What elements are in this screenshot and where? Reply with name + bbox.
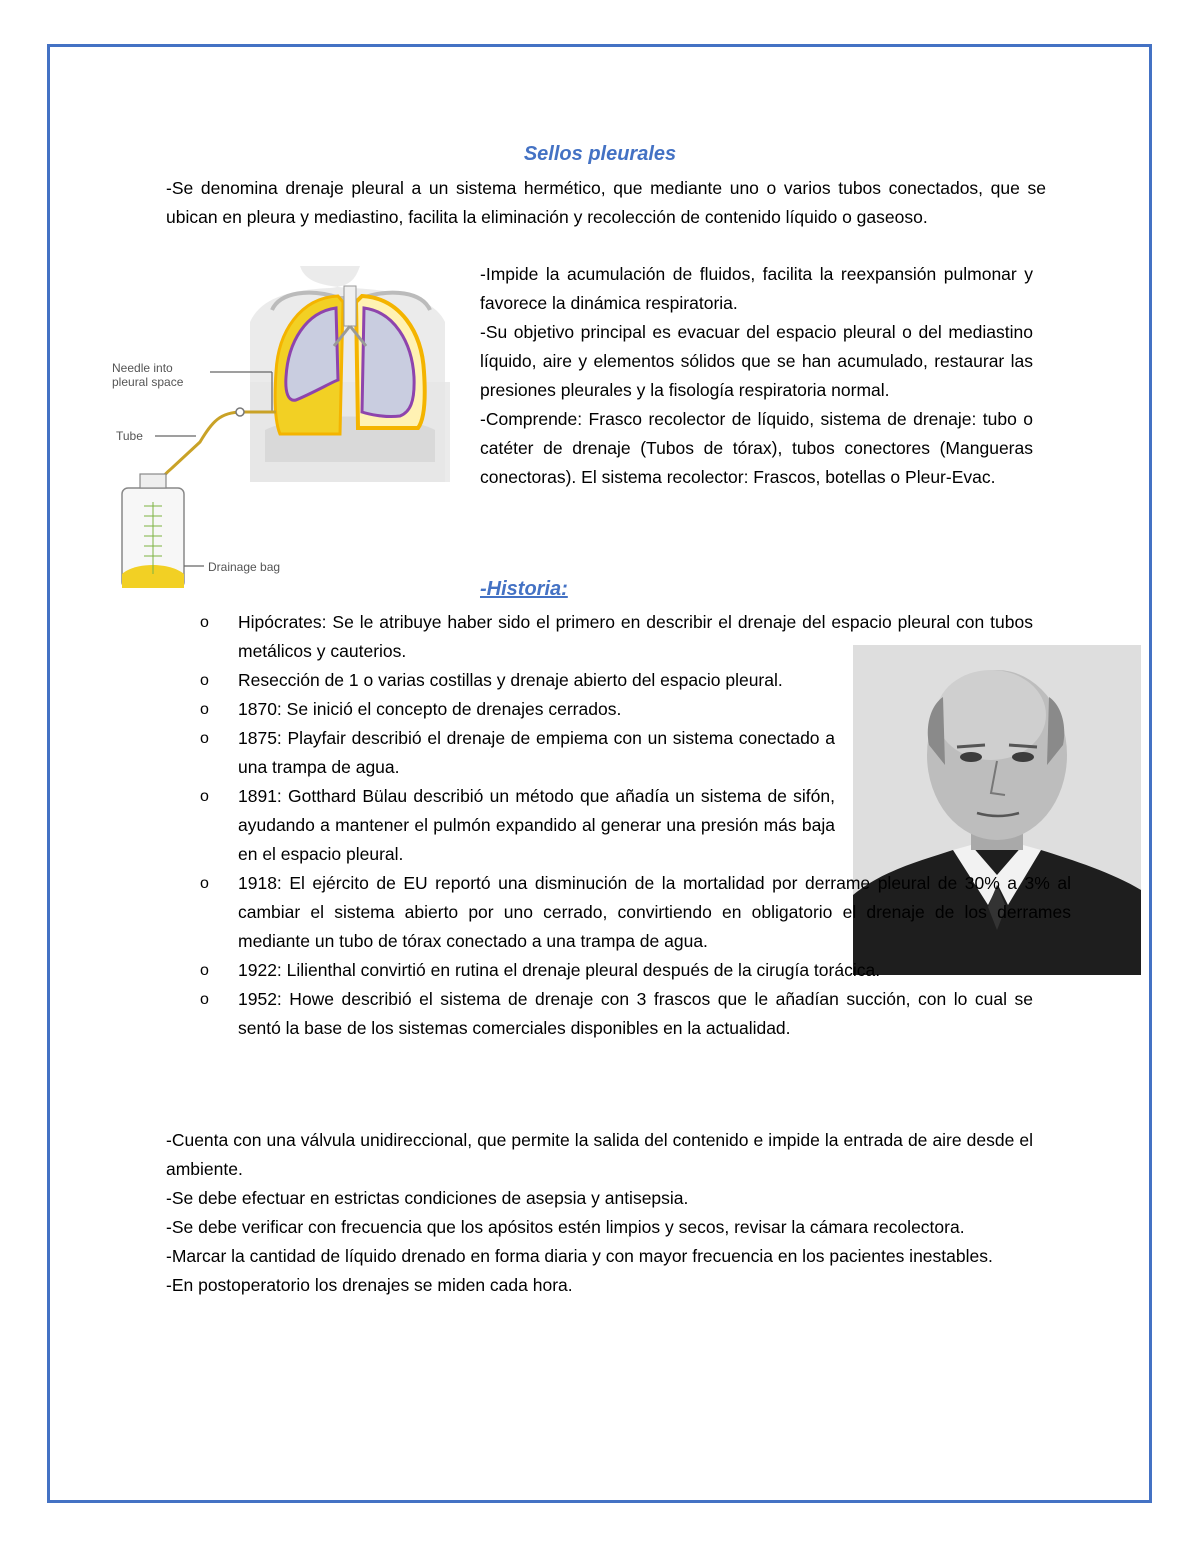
list-item bbox=[200, 666, 835, 695]
list-item-text: 1875: Playfair describió el drenaje de empiema con un sistema conectado a una trampa de agua. bbox=[238, 728, 835, 777]
list-item-text: 1922: Lilienthal convirtió en rutina el drenaje pleural después de la cirugía torácica. bbox=[238, 960, 881, 980]
paragraph: -Se debe efectuar en estrictas condiciones de asepsia y antisepsia. bbox=[166, 1188, 689, 1208]
list-item bbox=[200, 608, 1033, 666]
label-needle-1: Needle into bbox=[112, 361, 173, 375]
historia-list bbox=[200, 608, 1071, 1043]
bullet-icon: o bbox=[200, 788, 209, 805]
bullet-icon: o bbox=[200, 962, 209, 979]
list-item-text: 1870: Se inició el concepto de drenajes cerrados. bbox=[238, 699, 622, 719]
list-item-text: Resección de 1 o varias costillas y drenaje abierto del espacio pleural. bbox=[238, 670, 783, 690]
right-column bbox=[480, 260, 1033, 492]
pleural-drainage-diagram bbox=[100, 262, 460, 588]
list-item-text: 1918: El ejército de EU reportó una disminución de la mortalidad por derrame pleural de 30% a 3% al cambiar el sistema abierto por uno cerrado, convirtiendo en obligatorio el drenaje de los derrames mediante un tubo de tórax conectado a una trampa de agua. bbox=[238, 873, 1071, 951]
bullet-icon: o bbox=[200, 730, 209, 747]
bullet-icon: o bbox=[200, 701, 209, 718]
list-item-text: 1952: Howe describió el sistema de drenaje con 3 frascos que le añadían succión, con lo cual se sentó la base de los sistemas comerciales disponibles en la actualidad. bbox=[238, 989, 1033, 1038]
bullet-icon: o bbox=[200, 875, 209, 892]
paragraph: -Cuenta con una válvula unidireccional, que permite la salida del contenido e impide la entrada de aire desde el ambiente. bbox=[166, 1130, 1033, 1179]
paragraph: -Marcar la cantidad de líquido drenado en forma diaria y con mayor frecuencia en los pacientes inestables. bbox=[166, 1246, 993, 1266]
paragraph: -Su objetivo principal es evacuar del espacio pleural o del mediastino líquido, aire y elementos sólidos que se han acumulado, restaurar las presiones pleurales y la fisología respiratoria normal. bbox=[480, 322, 1033, 400]
bullet-icon: o bbox=[200, 991, 209, 1008]
list-item-text: 1891: Gotthard Bülau describió un método que añadía un sistema de sifón, ayudando a mantener el pulmón expandido al generar una presión más baja en el espacio pleural. bbox=[238, 786, 835, 864]
list-item bbox=[200, 782, 835, 869]
intro-paragraph: -Se denomina drenaje pleural a un sistema hermético, que mediante uno o varios tubos conectados, que se ubican en pleura y mediastino, facilita la eliminación y recolección de contenido líquido o gaseoso. bbox=[166, 178, 1046, 227]
list-item bbox=[200, 724, 835, 782]
paragraph: -Comprende: Frasco recolector de líquido, sistema de drenaje: tubo o catéter de drenaje (Tubos de tórax), tubos conectores (Mangueras conectoras). El sistema recolector: Frascos, botellas o Pleur-Evac. bbox=[480, 409, 1033, 487]
bullet-icon: o bbox=[200, 672, 209, 689]
list-item-text: Hipócrates: Se le atribuye haber sido el primero en describir el drenaje del espacio pleural con tubos metálicos y cauterios. bbox=[238, 612, 1033, 661]
list-item bbox=[200, 956, 1033, 985]
page-title: Sellos pleurales bbox=[523, 143, 677, 165]
list-item bbox=[200, 695, 835, 724]
label-drainage-bag: Drainage bag bbox=[208, 560, 281, 574]
list-item bbox=[200, 985, 1033, 1043]
paragraph: -En postoperatorio los drenajes se miden cada hora. bbox=[166, 1275, 573, 1295]
label-needle-2: pleural space bbox=[112, 375, 184, 389]
paragraph: -Impide la acumulación de fluidos, facilita la reexpansión pulmonar y favorece la dinámica respiratoria. bbox=[480, 264, 1033, 313]
bottom-section bbox=[166, 1126, 1033, 1300]
label-tube: Tube bbox=[116, 429, 143, 443]
paragraph: -Se debe verificar con frecuencia que los apósitos estén limpios y secos, revisar la cámara recolectora. bbox=[166, 1217, 965, 1237]
historia-heading: -Historia: bbox=[480, 578, 568, 600]
list-item bbox=[200, 869, 1071, 956]
bullet-icon: o bbox=[200, 614, 209, 631]
